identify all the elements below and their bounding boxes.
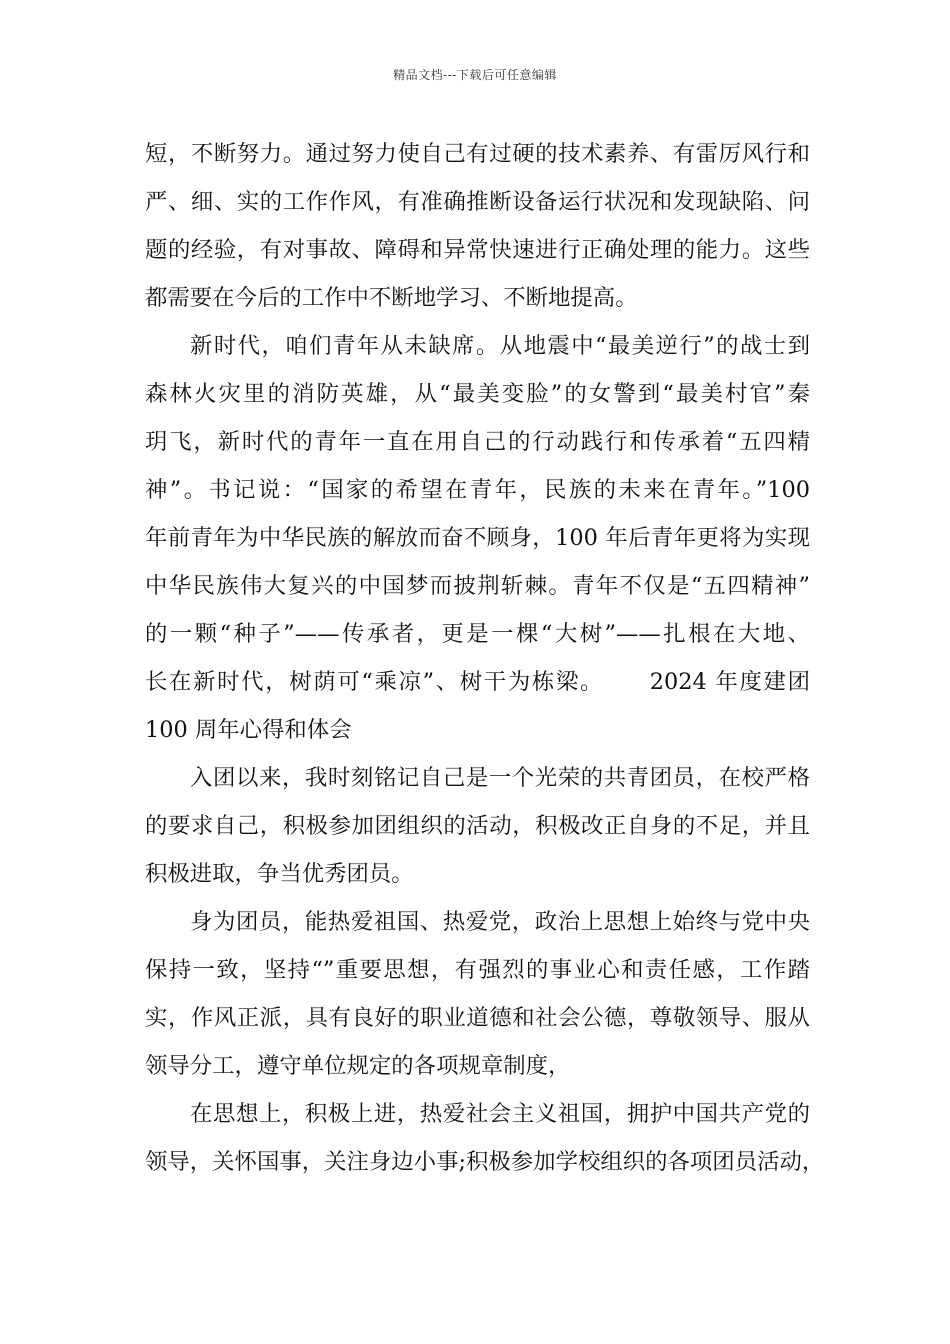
text-line: 在思想上，积极上进，热爱社会主义祖国，拥护中国共产党的 [190, 1101, 810, 1127]
text-line: 保持一致，坚持“”重要思想，有强烈的事业心和责任感，工作踏 [145, 957, 810, 983]
text-line: 实，作风正派，具有良好的职业道德和社会公德，尊敬领导、服从 [145, 1005, 810, 1031]
text-line: 的一颗“种子”——传承者，更是一棵“大树”——扎根在大地、 [145, 621, 810, 647]
text-line: 严、细、实的工作作风，有准确推断设备运行状况和发现缺陷、问 [145, 189, 810, 215]
text-line: 森林火灾里的消防英雄，从“最美变脸”的女警到“最美村官”秦 [145, 381, 810, 407]
text-line: 领导，关怀国事，关注身边小事;积极参加学校组织的各项团员活动， [145, 1149, 825, 1175]
text-line: 入团以来，我时刻铭记自己是一个光荣的共青团员，在校严格 [190, 765, 810, 791]
text-line: 神”。书记说：“国家的希望在青年，民族的未来在青年。”100 [145, 477, 810, 503]
text-line: 积极进取，争当优秀团员。 [145, 861, 414, 887]
text-line: 都需要在今后的工作中不断地学习、不断地提高。 [145, 285, 638, 311]
page-header: 精品文档---下载后可任意编辑 [393, 68, 557, 82]
text-line: 新时代，咱们青年从未缺席。从地震中“最美逆行”的战士到 [190, 333, 810, 359]
text-line: 中华民族伟大复兴的中国梦而披荆斩棘。青年不仅是“五四精神” [145, 573, 810, 599]
text-line: 长在新时代，树荫可“乘凉”、树干为栋梁。 2024 年度建团 [145, 669, 810, 695]
text-line: 领导分工，遵守单位规定的各项规章制度， [145, 1053, 571, 1079]
text-line: 的要求自己，积极参加团组织的活动，积极改正自身的不足，并且 [145, 813, 810, 839]
text-line: 题的经验，有对事故、障碍和异常快速进行正确处理的能力。这些 [145, 237, 810, 263]
document-body [145, 130, 825, 1186]
text-line: 年前青年为中华民族的解放而奋不顾身，100 年后青年更将为实现 [145, 525, 810, 551]
text-line: 100 周年心得和体会 [145, 717, 352, 743]
text-line: 短，不断努力。通过努力使自己有过硬的技术素养、有雷厉风行和 [145, 141, 810, 167]
text-line: 玥飞，新时代的青年一直在用自己的行动践行和传承着“五四精 [145, 429, 810, 455]
text-line: 身为团员，能热爱祖国、热爱党，政治上思想上始终与党中央 [190, 909, 810, 935]
